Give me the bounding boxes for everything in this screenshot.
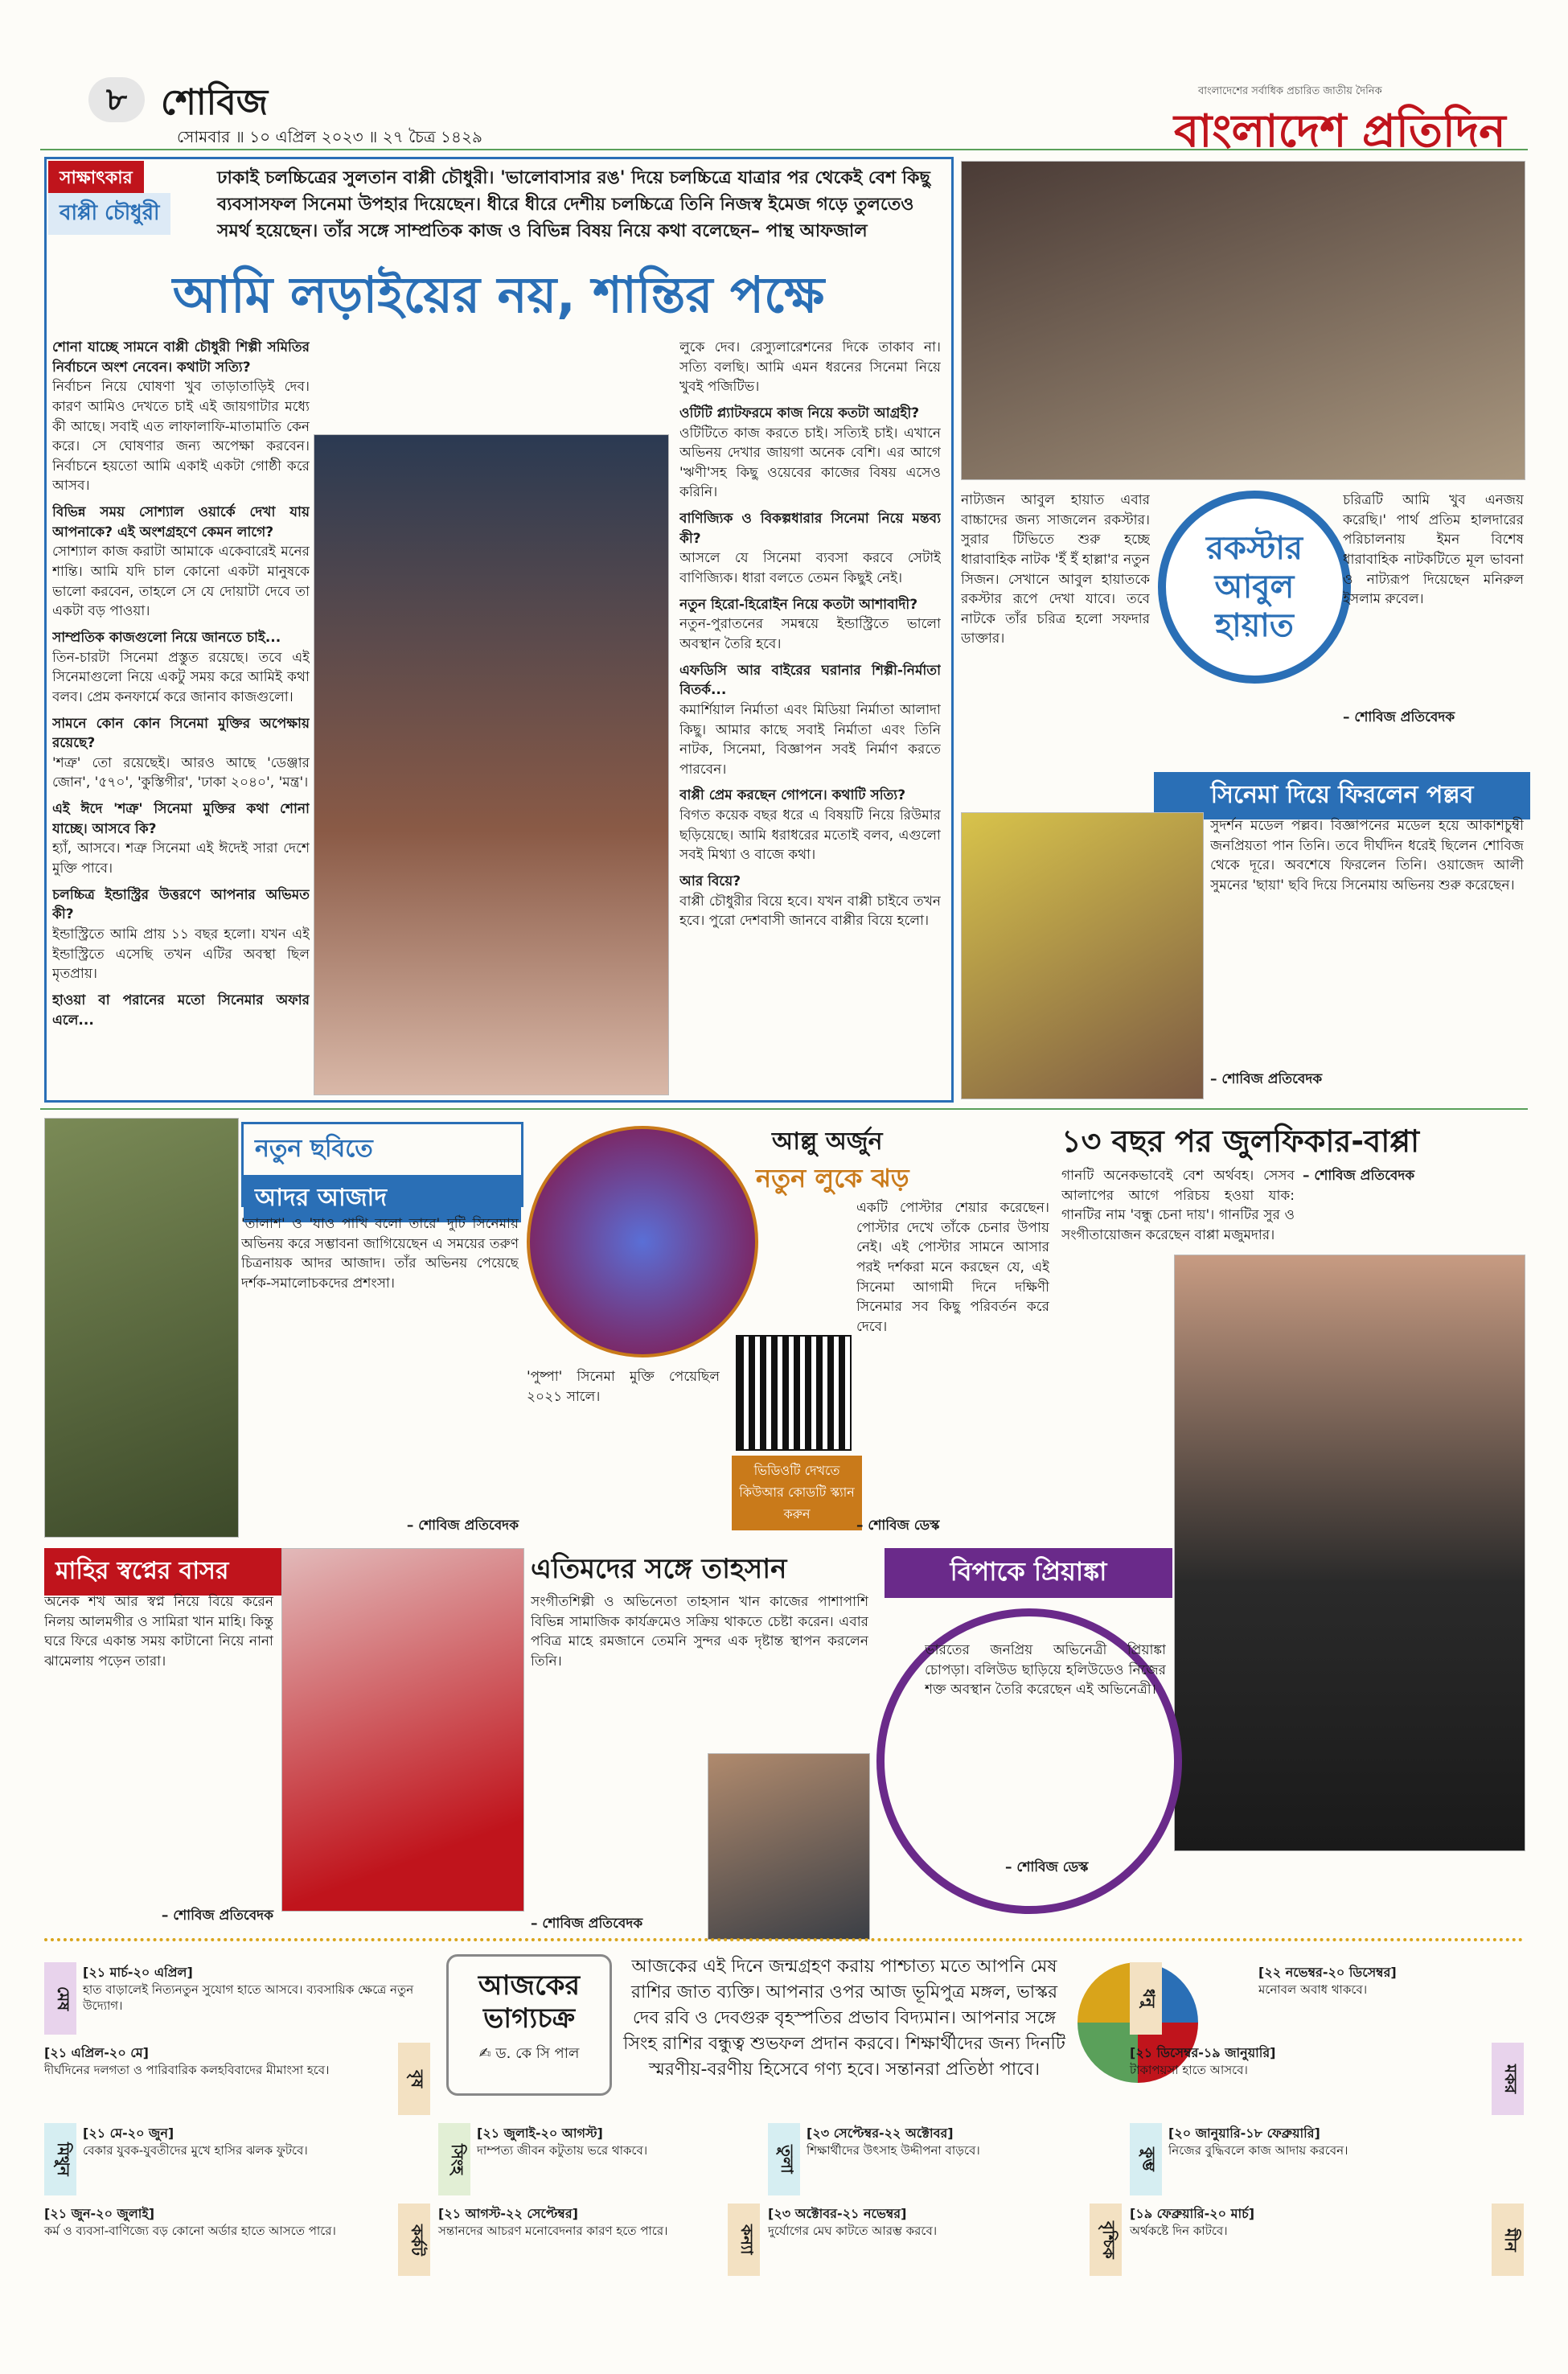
horoscope-rule [44, 1938, 1524, 1941]
interview-question: হাওয়া বা পরানের মতো সিনেমার অফার এলে... [52, 992, 310, 1029]
sign-aquarius [1130, 2123, 1524, 2195]
rockstar-badge [1158, 491, 1351, 684]
priyanka-title: বিপাকে প্রিয়াঙ্কা [885, 1548, 1172, 1598]
sign-virgo [438, 2204, 760, 2276]
tahsan-byline: – শোবিজ প্রতিবেদক [531, 1916, 643, 1932]
paper-logo: বাংলাদেশ প্রতিদিন [1174, 105, 1506, 158]
tahsan-title: এতিমদের সঙ্গে তাহসান [531, 1553, 787, 1585]
interview-answer: ওটিটিতে কাজ করতে চাই। সত্যিই চাই। এখানে অভিনয় দেখার জায়গা অনেক বেশি। এর আগে 'ঋণী'সহ কিছু ওয়েবের কাজের বিষয় এসেও করিনি। [679, 425, 941, 501]
sign-range: [২৩ সেপ্টেম্বর-২২ অক্টোবর] [807, 2126, 954, 2141]
interview-answer: নির্বাচন নিয়ে ঘোষণা খুব তাড়াতাড়িই দেব। কারণ আমিও দেখতে চাই এই জায়গাটার মধ্যে কী আছে। সবাই এত লাফালাফি-মাতামাতি কেন করে। সে ঘোষণার জন্য অপেক্ষা করবেন। নির্বাচনে হয়তো আমি একাই একটা গোষ্ঠী করে আসব। [52, 379, 310, 495]
interview-answer: হ্যাঁ, আসবে। শত্রু সিনেমা এই ঈদেই সারা দেশে মুক্তি পাবে। [52, 840, 310, 877]
sign-range: [২১ জুন-২০ জুলাই] [44, 2206, 155, 2221]
interview-answer: 'শত্রু' তো রয়েছেই। আরও আছে 'ডেঞ্জার জোন', '৫৭০', 'কুস্তিগীর', 'ঢাকা ২০৪০', 'মন্ত্র'। [52, 754, 310, 791]
interview-answer: ইন্ডাস্ট্রিতে আমি প্রায় ১১ বছর হলো। যখন এই ইন্ডাস্ট্রিতে এসেছি তখন এটির অবস্থা ছিল মৃতপ্রায়। [52, 926, 310, 983]
ador-byline: – শোবিজ প্রতিবেদক [406, 1518, 519, 1534]
interview-intro: ঢাকাই চলচ্চিত্রের সুলতান বাপ্পী চৌধুরী। 'ভালোবাসার রঙ' দিয়ে চলচ্চিত্রে যাত্রার পর থেকেই বেশ কিছু ব্যবসাসফল সিনেমা উপহার দিয়েছেন। ধীরে ধীরে দেশীয় চলচ্চিত্রে তিনি নিজস্ব ইমেজ গড়ে তুলতেও সমর্থ হয়েছেন। তাঁর সঙ্গে সাম্প্রতিক কাজ ও বিভিন্ন বিষয় নিয়ে কথা বলেছেন– পান্থ আফজাল [217, 168, 930, 241]
interview-answer: নতুন-পুরাতনের সমন্বয়ে ইন্ডাস্ট্রিতে ভালো অবস্থান তৈরি হবে। [679, 616, 941, 652]
interview-answer: কমার্শিয়াল নির্মাতা এবং মিডিয়া নির্মাতা আলাদা কিছু। আমার কাছে সবাই নির্মাতা এবং তিনি নাটক, সিনেমা, বিজ্ঞাপন সবই নির্মাণ করতে পারবেন। [679, 701, 941, 778]
interview-question: আর বিয়ে? [679, 873, 741, 890]
bappy-photo [314, 434, 669, 1095]
sign-name: কন্যা [728, 2204, 760, 2276]
interview-question: এই ঈদে 'শত্রু' সিনেমা মুক্তির কথা শোনা যাচ্ছে। আসবে কি? [52, 801, 310, 837]
allu-byline: – শোবিজ ডেস্ক [856, 1518, 940, 1534]
qr-code[interactable] [736, 1335, 852, 1451]
sign-text: টাকাপয়সা হাতে আসবে। [1130, 2063, 1248, 2077]
priyanka-photo [1174, 1255, 1525, 1851]
interview-answer: তিন-চারটা সিনেমা প্রস্তুত রয়েছে। তবে এই সিনেমাগুলো নিয়ে একটু সময় করে আমিই কথা বলব। প্রেম কনফার্মে করে জানাব কাজগুলো। [52, 649, 310, 705]
sign-range: [২০ জানুয়ারি-১৮ ফেব্রুয়ারি] [1168, 2126, 1320, 2141]
zulfikar-byline: – শোবিজ প্রতিবেদক [1303, 1168, 1415, 1184]
allu-poster [527, 1126, 758, 1357]
sign-text: মনোবল অবাধ থাকবে। [1258, 1982, 1368, 1997]
interview-question: সামনে কোন কোন সিনেমা মুক্তির অপেক্ষায় রয়েছে? [52, 715, 310, 752]
sign-libra [768, 2123, 1122, 2195]
sign-name: তুলা [768, 2123, 800, 2195]
sign-name: মীন [1492, 2204, 1524, 2276]
tahsan-photo [708, 1753, 870, 1940]
tahsan-text: সংগীতশিল্পী ও অভিনেতা তাহসান খান কাজের পাশাপাশি বিভিন্ন সামাজিক কার্যক্রমেও সক্রিয় থাকতে চেষ্টা করেন। এবার পবিত্র মাহে রমজানে তেমনি সুন্দর এক দৃষ্টান্ত স্থাপন করলেন তিনি। [531, 1594, 868, 1670]
interview-question: নতুন হিরো-হিরোইন নিয়ে কতটা আশাবাদী? [679, 596, 918, 613]
allu-text: একটি পোস্টার শেয়ার করেছেন। পোস্টার দেখে তাঁকে চেনার উপায় নেই। এই পোস্টার সামনে আসার পরই দর্শকরা মনে করছেন যে, এই সিনেমা আগামী দিনে দক্ষিণী সিনেমার সব কিছু পরিবর্তন করে দেবে। [856, 1200, 1049, 1335]
sign-gemini [44, 2123, 430, 2195]
interview-left-col [52, 338, 310, 1094]
rockstar-byline: – শোবিজ প্রতিবেদক [1343, 709, 1455, 725]
ador-title-1: নতুন ছবিতে [255, 1135, 373, 1163]
mahi-text: অনেক শখ আর স্বপ্ন নিয়ে বিয়ে করেন নিলয় আলমগীর ও সামিরা খান মাহি। কিন্তু ঘরে ফিরে একান্ত সময় কাটানো নিয়ে নানা ঝামেলায় পড়েন তারা। [44, 1594, 273, 1670]
sign-range: [২৩ অক্টোবর-২১ নভেম্বর] [768, 2206, 907, 2221]
sign-range: [২১ আগস্ট-২২ সেপ্টেম্বর] [438, 2206, 578, 2221]
allu-title-1: আল্লু অর্জুন [772, 1127, 883, 1156]
sign-range: [২১ এপ্রিল-২০ মে] [44, 2045, 149, 2060]
section-title: শোবিজ [161, 82, 269, 123]
priyanka-text: ভারতের জনপ্রিয় অভিনেত্রী প্রিয়াঙ্কা চোপড়া। বলিউড ছাড়িয়ে হলিউডেও নিজের শক্ত অবস্থান তৈরি করেছেন এই অভিনেত্রী। [925, 1642, 1166, 1698]
ador-title-2: আদর আজাদ [244, 1175, 521, 1222]
priyanka-byline: – শোবিজ ডেস্ক [1005, 1859, 1089, 1875]
interview-answer: বিগত কয়েক বছর ধরে এ বিষয়টি নিয়ে রিউমার ছড়িয়েছে। আমি ধরাধরের মতোই বলব, এগুলো সবই মিথ্যা ও বাজে কথা। [679, 807, 941, 864]
mahi-byline: – শোবিজ প্রতিবেদক [161, 1908, 273, 1924]
sign-range: [১৯ ফেব্রুয়ারি-২০ মার্চ] [1130, 2206, 1255, 2221]
sign-text: কর্ম ও ব্যবসা-বাণিজ্যে বড় কোনো অর্ডার হাতে আসতে পারে। [44, 2224, 336, 2238]
qr-label: ভিডিওটি দেখতে কিউআর কোডটি স্ক্যান করুন [732, 1456, 862, 1530]
rockstar-title: রকস্টার আবুল হায়াত [1206, 530, 1303, 644]
sign-name: মকর [1492, 2043, 1524, 2115]
mahi-photo [281, 1548, 524, 1912]
sign-range: [২১ ডিসেম্বর-১৯ জানুয়ারি] [1130, 2045, 1276, 2060]
interview-question: সাম্প্রতিক কাজগুলো নিয়ে জানতে চাই... [52, 629, 281, 646]
mahi-title: মাহির স্বপ্নের বাসর [44, 1548, 308, 1596]
interview-question: বাণিজ্যিক ও বিকল্পধারার সিনেমা নিয়ে মন্তব্য কী? [679, 511, 941, 547]
horoscope-title: আজকের ভাগ্যচক্র [478, 1969, 581, 2035]
paper-tagline: বাংলাদেশের সর্বাধিক প্রচারিত জাতীয় দৈনিক [1198, 85, 1382, 97]
sign-text: দুর্যোগের মেঘ কাটতে আরম্ভ করবে। [768, 2224, 938, 2238]
sign-scorpio [768, 2204, 1122, 2276]
interview-answer: বাপ্পী চৌধুরীর বিয়ে হবে। যখন বাপ্পী চাইবে তখন হবে। পুরো দেশবাসী জানবে বাপ্পীর বিয়ে হলো। [679, 893, 941, 930]
sign-name: কুম্ভ [1130, 2123, 1162, 2195]
sign-name: মিথুন [44, 2123, 76, 2195]
sign-name: কর্কট [398, 2204, 430, 2276]
ador-title-box [241, 1122, 523, 1212]
sign-sagittarius [1130, 1962, 1524, 2035]
sign-range: [২২ নভেম্বর-২০ ডিসেম্বর] [1258, 1965, 1397, 1980]
interview-question: বাপ্পী প্রেম করছেন গোপনে। কথাটি সত্যি? [679, 787, 906, 804]
masthead-rule [40, 149, 1528, 150]
sign-text: বেকার যুবক-যুবতীদের মুখে হাসির ঝলক ফুটবে। [83, 2143, 308, 2158]
pallab-byline: – শোবিজ প্রতিবেদক [1210, 1071, 1323, 1087]
page-number: ৮ [88, 77, 145, 122]
interview-answer: লুকে দেব। রেস্যুলারেশনের দিকে তাকাব না। সত্যি বলছি। আমি এমন ধরনের সিনেমা নিয়ে খুবই পজিটিভ। [679, 339, 941, 396]
sign-aries [44, 1962, 430, 2035]
sign-name: ধনু [1130, 1962, 1162, 2035]
interview-question: ওটিটি প্ল্যাটফরমে কাজ নিয়ে কতটা আগ্রহী? [679, 405, 920, 421]
rockstar-text-left: নাট্যজন আবুল হায়াত এবার বাচ্চাদের জন্য সাজলেন রকস্টার। সুরার টিভিতে শুরু হচ্ছে ধারাবাহিক নাটক 'ইঁ ইঁ হাল্লা'র নতুন সিজন। সেখানে আবুল হায়াতকে রকস্টার রূপে দেখা যাবে। তবে নাটকে তাঁর চরিত্র হলো সফদার ডাক্তার। [961, 492, 1150, 647]
interview-headline: আমি লড়াইয়ের নয়, শান্তির পক্ষে [172, 265, 825, 324]
sign-range: [২১ মে-২০ জুন] [83, 2126, 174, 2141]
issue-date: সোমবার ॥ ১০ এপ্রিল ২০২৩ ॥ ২৭ চৈত্র ১৪২৯ [177, 127, 482, 146]
horoscope-title-box [446, 1954, 612, 2096]
pallab-photo [961, 812, 1204, 1099]
ador-text: 'তালাশ' ও 'যাও পাখি বলো তারে' দুটি সিনেমায় অভিনয় করে সম্ভাবনা জাগিয়েছেন এ সময়ের তরুণ চিত্রনায়ক আদর আজাদ। তাঁর অভিনয় পেয়েছে দর্শক-সমালোচকদের প্রশংসা। [241, 1216, 519, 1292]
sign-range: [২১ জুলাই-২০ আগস্ট] [477, 2126, 603, 2141]
interview-kicker: সাক্ষাৎকার [48, 161, 144, 197]
sign-taurus [44, 2043, 430, 2115]
sign-name: সিংহ [438, 2123, 470, 2195]
zulfikar-title: ১৩ বছর পর জুলফিকার-বাপ্পা [1061, 1123, 1420, 1159]
interview-right-col [679, 338, 941, 1094]
sign-leo [438, 2123, 760, 2195]
sign-capricorn [1130, 2043, 1524, 2115]
horoscope-author: ✍ ড. কে সি পাল [478, 2044, 580, 2062]
sign-text: শিক্ষার্থীদের উৎসাহ উদ্দীপনা বাড়বে। [807, 2143, 980, 2158]
interview-answer: আসলে যে সিনেমা ব্যবসা করবে সেটাই বাণিজ্যিক। ধারা বলতে তেমন কিছুই নেই। [679, 550, 941, 587]
sign-text: হাত বাড়ালেই নিত্যনতুন সুযোগ হাতে আসবে। ব্যবসায়িক ক্ষেত্রে নতুন উদ্যোগ। [83, 1982, 414, 2014]
interview-question: এফডিসি আর বাইরের ঘরানার শিল্পী-নির্মাতা বিতর্ক... [679, 662, 941, 699]
zulfikar-text: গানটি অনেকভাবেই বেশ অর্থবহ। সেসব আলাপের আগে পরিচয় হওয়া যাক: গানটির নাম 'বন্ধু চেনা দায়'। গানটির সুর ও সংগীতায়োজন করেছেন বাপ্পা মজুমদার। [1061, 1168, 1295, 1243]
allu-caption: 'পুষ্পা' সিনেমা মুক্তি পেয়েছিল ২০২১ সালে। [527, 1369, 720, 1405]
ador-photo [44, 1118, 239, 1538]
abul-hayat-photo [961, 161, 1525, 480]
interview-question: শোনা যাচ্ছে সামনে বাপ্পী চৌধুরী শিল্পী সমিতির নির্বাচনে অংশ নেবেন। কথাটা সত্যি? [52, 339, 310, 376]
pallab-title: সিনেমা দিয়ে ফিরলেন পল্লব [1154, 772, 1530, 819]
masthead [40, 68, 1528, 158]
rockstar-text-right: চরিত্রটি আমি খুব এনজয় করেছি।' পার্থ প্রতিম হালদারের পরিচালনায় ইমন বিশেষ ধারাবাহিক নাটকটিতে মূল ভাবনা ও নাট্যরূপ দিয়েছেন মনিরুল ইসলাম রুবেল। [1343, 492, 1524, 608]
sign-name: বৃষ [398, 2043, 430, 2115]
horoscope-intro: আজকের এই দিনে জন্মগ্রহণ করায় পাশ্চাত্য মতে আপনি মেষ রাশির জাত ব্যক্তি। আপনার ওপর আজ ভূমিপুত্র মঙ্গল, ভাস্কর দেব রবি ও দেবগুরু বৃহস্পতির প্রভাব বিদ্যমান। আপনার সঙ্গে সিংহ রাশির বন্ধুত্ব শুভফল প্রদান করবে। শিক্ষার্থীদের জন্য দিনটি স্মরণীয়-বরণীয় হিসেবে গণ্য হবে। সন্তানরা প্রতিষ্ঠা পাবে। [623, 1957, 1065, 2080]
sign-text: নিজের বুদ্ধিবলে কাজ আদায় করবেন। [1168, 2143, 1348, 2158]
interview-question: বিভিন্ন সময় সোশ্যাল ওয়ার্কে দেখা যায় আপনাকে? এই অংশগ্রহণে কেমন লাগে? [52, 504, 310, 540]
sign-range: [২১ মার্চ-২০ এপ্রিল] [83, 1965, 193, 1980]
allu-title-2: নতুন লুকে ঝড় [756, 1163, 909, 1193]
interview-answer: সোশ্যাল কাজ করাটা আমাকে একেবারেই মনের শান্তি। আমি যদি চাল কোনো একটা মানুষকে ভালো করবেন, তাহলে সে যে দোয়াটা দেবে তা একটা বড় পাওয়া। [52, 544, 310, 620]
sign-name: বৃশ্চিক [1090, 2204, 1122, 2276]
pallab-text: সুদর্শন মডেল পল্লব। বিজ্ঞাপনের মডেল হয়ে আকাশচুম্বী জনপ্রিয়তা পান তিনি। তবে দীর্ঘদিন ধরেই ছিলেন শোবিজ থেকে দূরে। অবশেষে ফিরলেন তিনি। ওয়াজেদ আলী সুমনের 'ছায়া' ছবি দিয়ে সিনেমায় অভিনয় শুরু করেছেন। [1210, 818, 1524, 893]
sign-text: অর্থকষ্টে দিন কাটবে। [1130, 2224, 1228, 2238]
section-rule [40, 1108, 1528, 1110]
sign-text: দাম্পত্য জীবন কটুতায় ভরে থাকবে। [477, 2143, 648, 2158]
sign-cancer [44, 2204, 430, 2276]
interview-subject: বাপ্পী চৌধুরী [48, 193, 170, 235]
sign-text: সন্তানদের আচরণ মনোবেদনার কারণ হতে পারে। [438, 2224, 668, 2238]
sign-pisces [1130, 2204, 1524, 2276]
sign-name: মেষ [44, 1962, 76, 2035]
sign-text: দীর্ঘদিনের দলগতা ও পারিবারিক কলহবিবাদের মীমাংসা হবে। [44, 2063, 330, 2077]
interview-question: চলচ্চিত্র ইন্ডাস্ট্রির উত্তরণে আপনার অভিমত কী? [52, 886, 310, 923]
